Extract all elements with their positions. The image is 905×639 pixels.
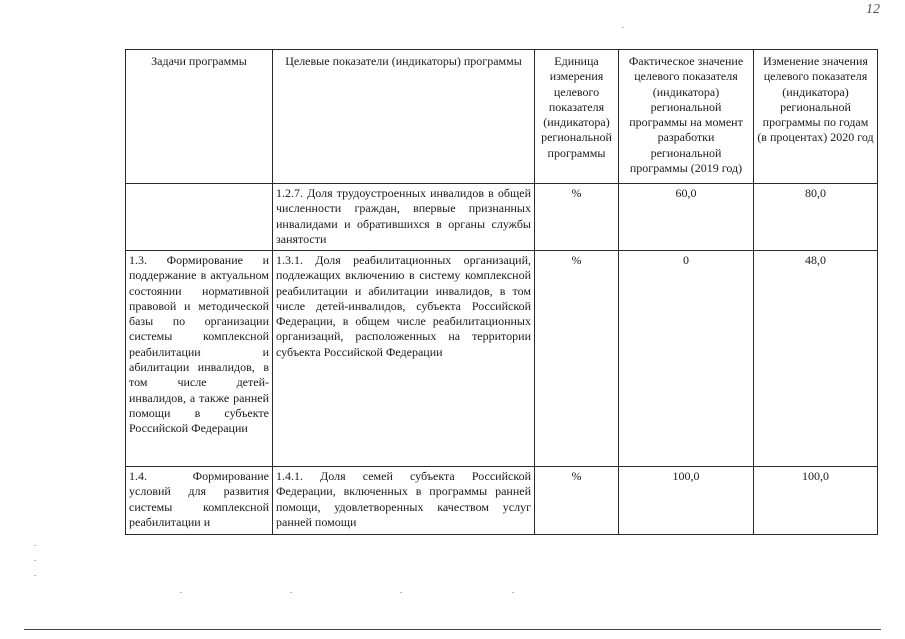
scan-speck bbox=[34, 545, 36, 546]
scan-speck bbox=[400, 592, 402, 593]
table-row bbox=[126, 184, 878, 251]
task-cell bbox=[126, 184, 273, 251]
page-bottom-border bbox=[24, 629, 881, 630]
scan-speck bbox=[180, 592, 182, 593]
scan-speck bbox=[290, 592, 292, 593]
unit-cell: % bbox=[535, 251, 619, 467]
actual-value-cell: 60,0 bbox=[619, 184, 754, 251]
indicator-cell: 1.2.7. Доля трудоустроенных инвалидов в общей численности граждан, впервые признанных инвалидами и обратившихся в органы службы занятости bbox=[273, 184, 535, 251]
table-row bbox=[126, 467, 878, 535]
scan-speck bbox=[34, 560, 36, 561]
header-indicators: Целевые показатели (индикаторы) программы bbox=[273, 50, 535, 184]
indicators-table bbox=[125, 49, 878, 535]
table-header-row bbox=[126, 50, 878, 184]
unit-cell: % bbox=[535, 184, 619, 251]
change-value-cell: 48,0 bbox=[754, 251, 878, 467]
scan-speck bbox=[512, 592, 514, 593]
header-unit: Единица измерения целевого показателя (индикатора) региональной программы bbox=[535, 50, 619, 184]
actual-value-cell: 100,0 bbox=[619, 467, 754, 535]
scan-speck bbox=[622, 27, 624, 28]
unit-cell: % bbox=[535, 467, 619, 535]
change-value-cell: 100,0 bbox=[754, 467, 878, 535]
scan-speck bbox=[34, 575, 36, 576]
actual-value-cell: 0 bbox=[619, 251, 754, 467]
change-value-cell: 80,0 bbox=[754, 184, 878, 251]
page-number: 12 bbox=[866, 2, 880, 17]
task-cell: 1.4. Формирование условий для развития системы комплексной реабилитации и bbox=[126, 467, 273, 535]
header-actual-value: Фактическое значение целевого показателя (индикатора) региональной программы на момент разработки региональной программы (2019 год) bbox=[619, 50, 754, 184]
header-tasks: Задачи программы bbox=[126, 50, 273, 184]
table-row bbox=[126, 251, 878, 467]
indicator-cell: 1.4.1. Доля семей субъекта Российской Федерации, включенных в программы ранней помощи, удовлетворенных качеством услуг ранней помощи bbox=[273, 467, 535, 535]
header-change-value: Изменение значения целевого показателя (индикатора) региональной программы по годам (в процентах) 2020 год bbox=[754, 50, 878, 184]
indicator-cell: 1.3.1. Доля реабилитационных организаций, подлежащих включению в систему комплексной реабилитации и абилитации инвалидов, в том числе детей-инвалидов, субъекта Российской Федерации, в общем числе реабилитационных организаций, расположенных на территории субъекта Российской Федерации bbox=[273, 251, 535, 467]
task-cell: 1.3. Формирование и поддержание в актуальном состоянии нормативной правовой и методической базы по организации системы комплексной реабилитации и абилитации инвалидов, в том числе детей-инвалидов, а также ранней помощи в субъекте Российской Федерации bbox=[126, 251, 273, 467]
